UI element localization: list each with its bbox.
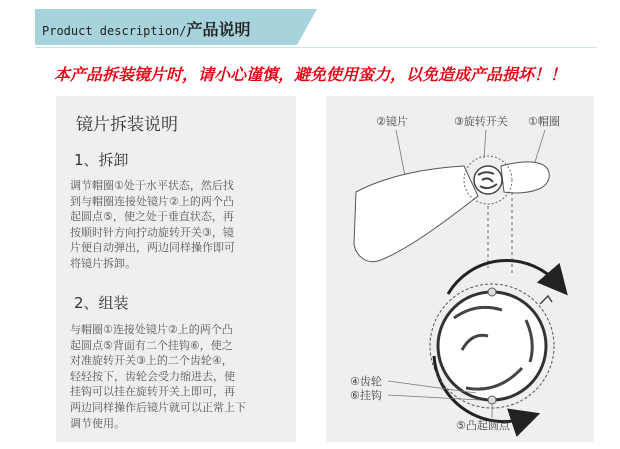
section-heading-remove: 1、拆卸 [74,151,129,169]
hook-mark [540,296,552,304]
diagram-panel [326,96,594,442]
header-bar [35,9,297,45]
label-gear: ④齿轮 [350,375,382,388]
label-hook: ⑥挂钩 [350,389,382,402]
label-cap: ①帽圈 [528,115,560,128]
cap-band-shape [501,162,549,193]
section-heading-assemble: 2、组装 [74,294,129,312]
label-dots: ⑤凸起圆点 [456,419,510,432]
leader-cap [535,130,545,162]
instructions-panel [56,96,296,442]
rotate-arrow-top [448,261,558,294]
label-lens: ②镜片 [376,115,408,128]
header-title-zh: 产品说明 [186,20,251,39]
instructions-title: 镜片拆装说明 [76,115,178,135]
gear-tooth-bottom [488,396,496,404]
leader-switch [484,130,486,158]
lens-diagram [326,96,594,442]
section-body-assemble: 与帽圈①连接处镜片②上的两个凸 起圆点⑤背面有二个挂钩⑥，使之 对准旋转开关③上的二个齿轮④， 轻轻按下，齿轮会受力缩进去，使 挂钩可以挂在旋转开关上即可，再 两边同样操作后镜片就可以正常上下 调节使用。 [70,323,246,430]
header-title [42,17,251,40]
warning-text: 本产品拆装镜片时，请小心谨慎，避免使用蛮力，以免造成产品损坏！！ [53,65,566,84]
header-title-en: Product description/ [42,24,187,38]
lens-shape [354,166,478,262]
section-body-remove: 调节帽圈①处于水平状态，然后找 到与帽圈连接处镜片②上的两个凸 起圆点⑤，使之处于垂直状态，再 按顺时针方向拧动旋转开关③，镜 片便自动弹出，两边同样操作即可 将镜片拆卸。 [70,179,235,270]
leader-hook [388,395,480,400]
switch-knob-small [474,166,502,194]
label-switch: ③旋转开关 [454,115,508,128]
header-divider [35,47,597,48]
gear-tooth-top [488,288,496,296]
